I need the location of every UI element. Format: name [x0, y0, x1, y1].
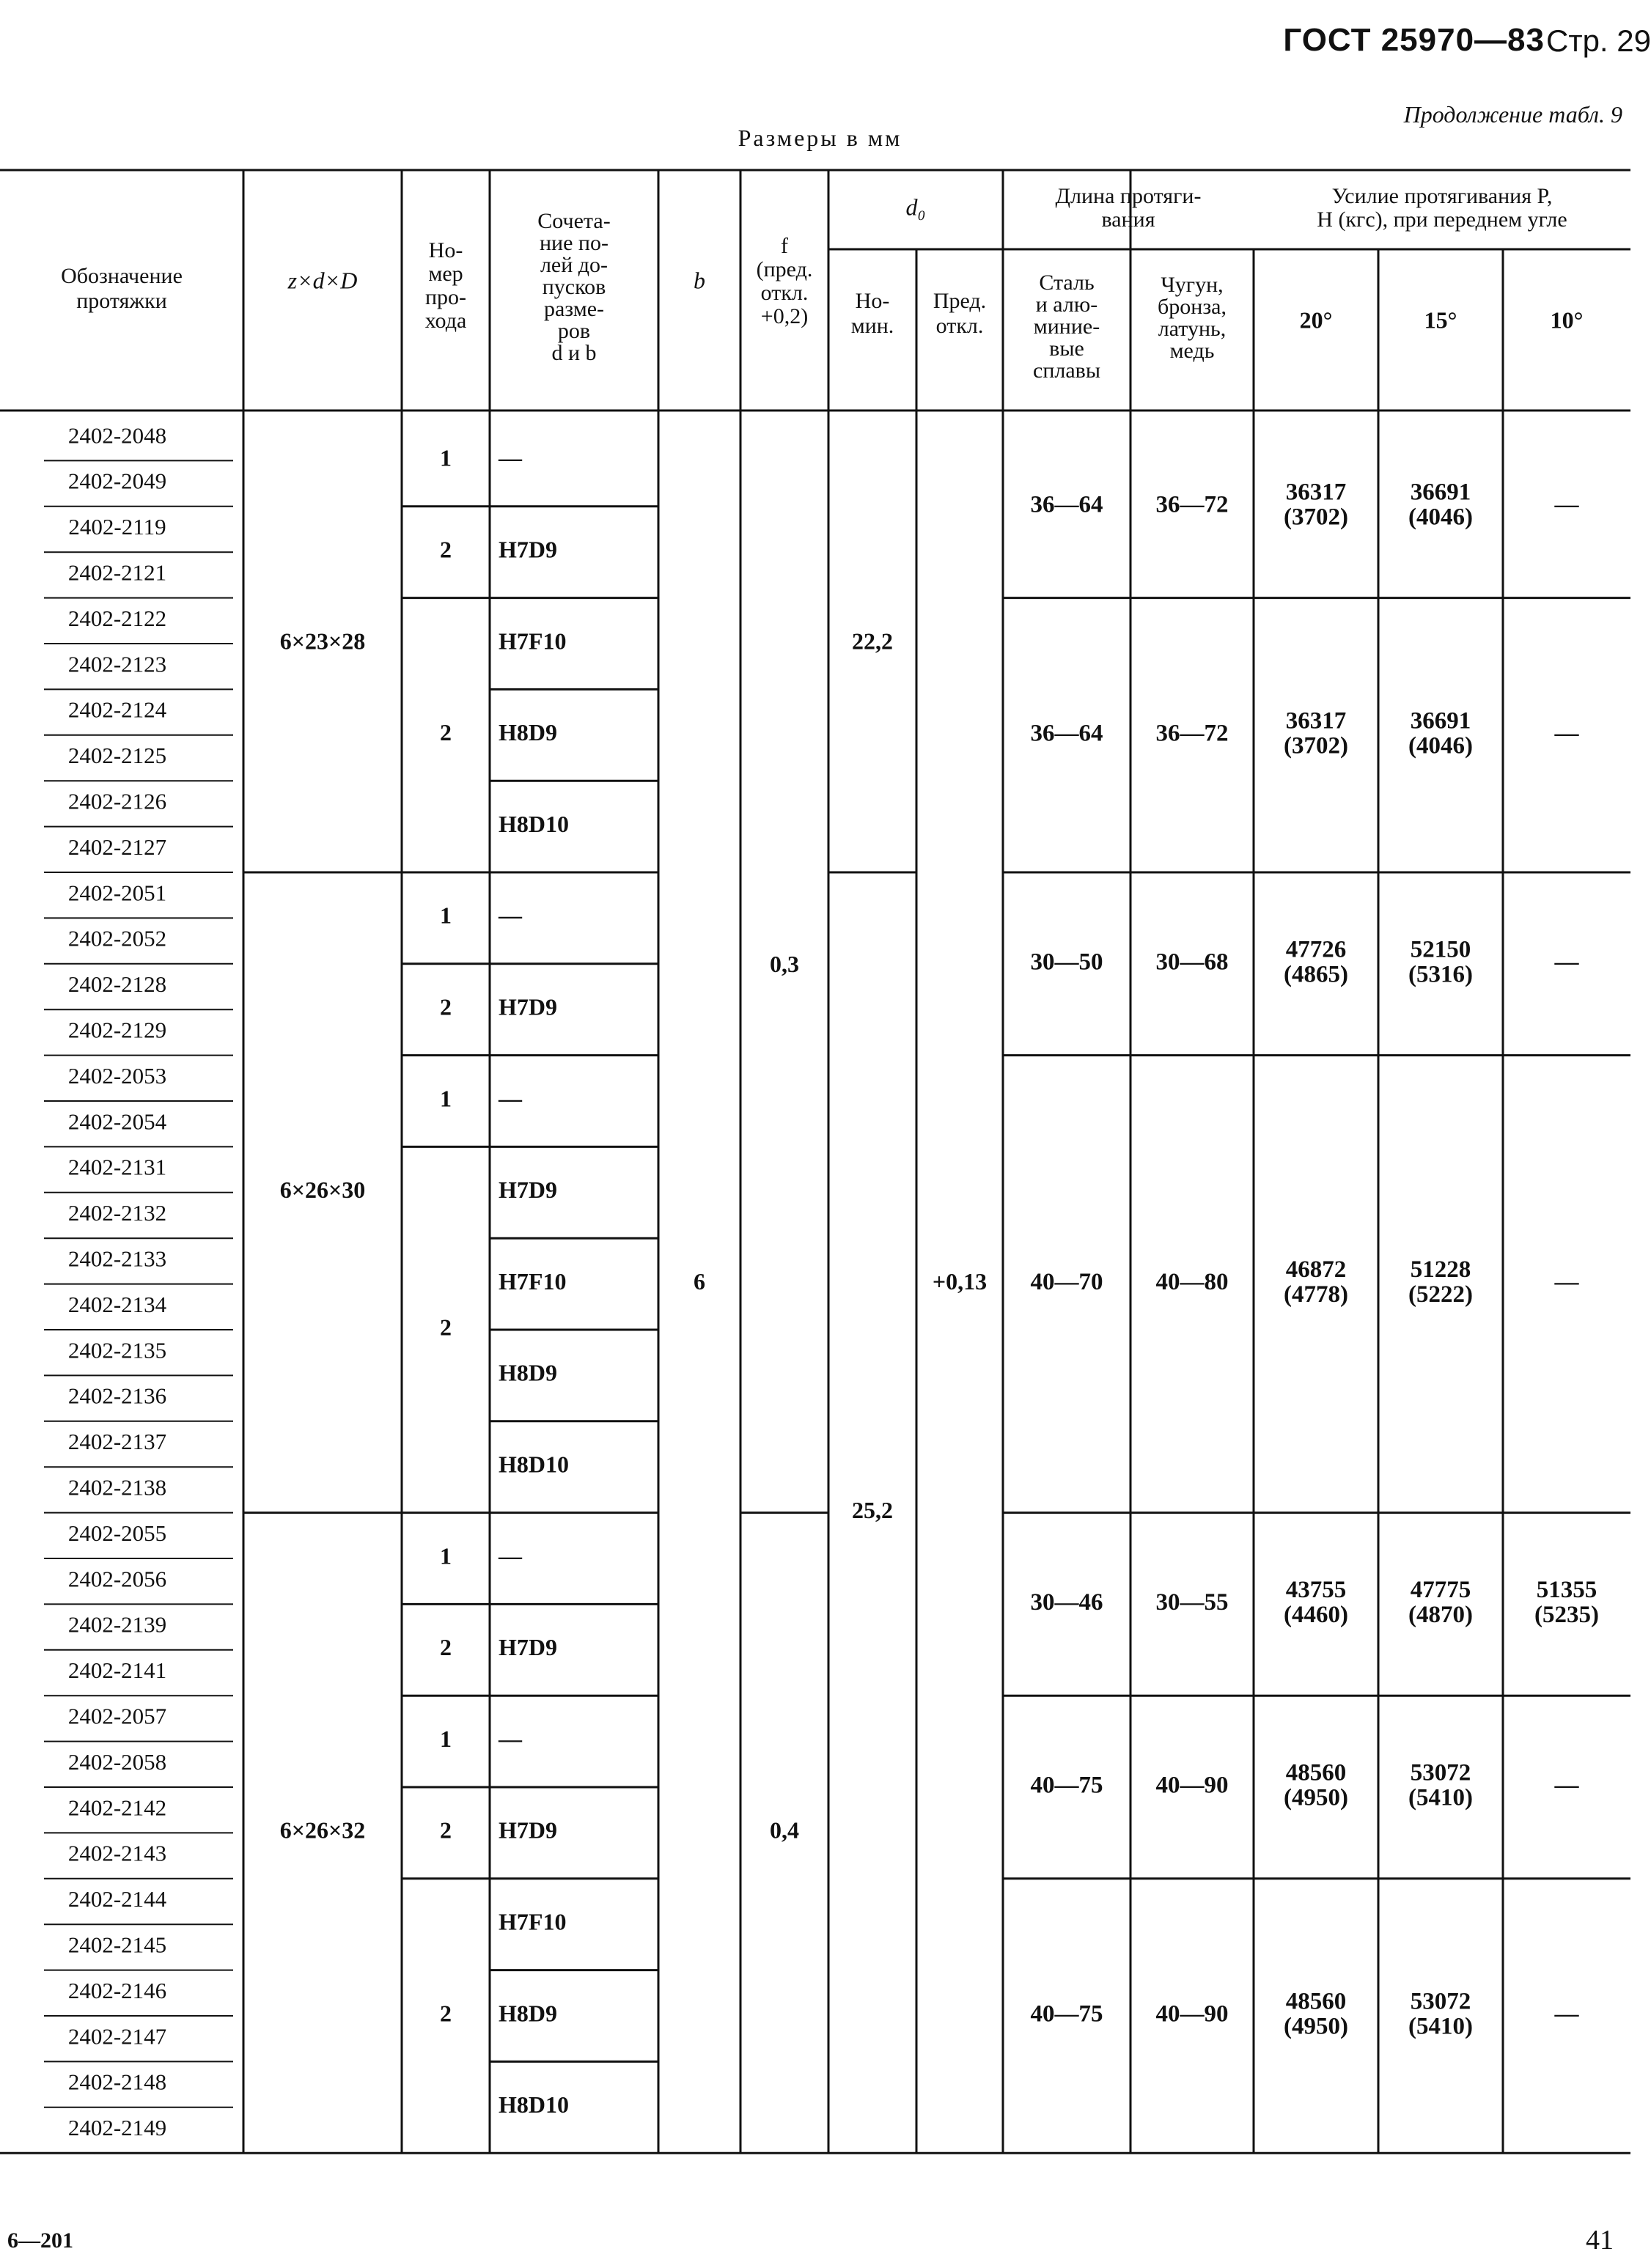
force-20-cell: 48560	[1285, 1759, 1347, 1786]
d0-nominal-cell: 25,2	[852, 1496, 893, 1523]
d0-nominal-cell: 22,2	[852, 627, 893, 655]
tolerance-combo-cell: —	[499, 1725, 522, 1752]
designation-cell: 2402-2057	[67, 1703, 167, 1729]
length-steel-cell: 36—64	[1030, 720, 1103, 747]
tolerance-combo-cell: H7F10	[499, 627, 567, 655]
force-15-cell: (4870)	[1408, 1601, 1473, 1628]
tolerance-combo-cell: H8D9	[499, 1359, 557, 1386]
force-15-cell: 52150	[1410, 936, 1471, 963]
designation-cell: 2402-2122	[67, 605, 167, 631]
header-length-iron: медь	[1169, 338, 1215, 363]
designation-cell: 2402-2134	[67, 1291, 167, 1317]
pass-number-cell: 2	[440, 719, 452, 746]
force-20-cell: 46872	[1285, 1256, 1347, 1284]
document-code: ГОСТ 25970—83	[1283, 22, 1545, 58]
designation-cell: 2402-2052	[67, 925, 167, 951]
header-length-steel: и алю-	[1035, 292, 1098, 317]
designation-cell: 2402-2124	[67, 696, 167, 723]
force-20-cell: 47726	[1285, 936, 1347, 963]
tolerance-combo-cell: H8D9	[499, 2000, 557, 2027]
tolerance-combo-cell: H7D9	[499, 1634, 557, 1661]
force-20-cell: (3702)	[1284, 504, 1348, 531]
force-20-cell: 43755	[1285, 1576, 1347, 1603]
force-20-cell: (4778)	[1284, 1281, 1348, 1308]
tolerance-combo-cell: —	[499, 1085, 522, 1112]
force-15-cell: (4046)	[1408, 732, 1473, 759]
designation-cell: 2402-2056	[67, 1566, 167, 1592]
force-20-cell: (4950)	[1284, 2013, 1348, 2040]
tolerance-combo-cell: H7D9	[499, 993, 557, 1020]
designation-cell: 2402-2119	[68, 514, 166, 540]
table-continuation-note: Продолжение табл. 9	[1403, 101, 1622, 128]
pass-number-cell: 2	[440, 1816, 452, 1844]
pass-number-cell: 2	[440, 2000, 452, 2027]
header-tolerance-combo: разме-	[543, 296, 605, 321]
header-b: b	[694, 267, 705, 294]
force-10-cell: —	[1554, 1772, 1579, 1799]
designation-cell: 2402-2146	[67, 1977, 167, 2003]
print-code: 6—201	[7, 2228, 73, 2253]
header-designation: Обозначение	[61, 263, 183, 288]
force-20-cell: (4460)	[1284, 1601, 1348, 1628]
header-d0-deviation: Пред.	[933, 288, 987, 313]
designation-cell: 2402-2051	[67, 880, 167, 906]
length-steel-cell: 40—75	[1030, 2000, 1103, 2028]
designation-cell: 2402-2126	[67, 788, 167, 814]
force-10-cell: 51355	[1536, 1576, 1597, 1603]
header-d0: d₀	[905, 194, 926, 221]
length-steel-cell: 36—64	[1030, 491, 1103, 518]
header-angle-10: 10°	[1550, 306, 1584, 334]
designation-cell: 2402-2131	[67, 1154, 167, 1180]
header-designation: протяжки	[76, 288, 167, 313]
force-15-cell: 36691	[1410, 707, 1471, 734]
force-10-cell: —	[1554, 491, 1579, 518]
force-15-cell: 36691	[1410, 479, 1471, 506]
force-20-cell: 36317	[1285, 479, 1347, 506]
designation-cell: 2402-2123	[67, 651, 167, 677]
tolerance-combo-cell: H7F10	[499, 1908, 567, 1935]
header-pass-number: про-	[424, 284, 467, 309]
header-angle-20: 20°	[1299, 306, 1333, 334]
header-pass-number: мер	[428, 261, 463, 286]
length-iron-cell: 40—80	[1155, 1269, 1229, 1296]
header-pass-number: хода	[424, 308, 467, 333]
pass-number-cell: 1	[440, 1085, 452, 1112]
force-20-cell: (4865)	[1284, 961, 1348, 988]
designation-cell: 2402-2049	[67, 468, 167, 494]
sheet-number: 41	[1586, 2225, 1614, 2256]
header-length-steel: миние-	[1033, 314, 1100, 339]
length-iron-cell: 40—90	[1155, 1772, 1229, 1799]
designation-cell: 2402-2048	[67, 422, 167, 449]
header-pass-number: Но-	[428, 238, 463, 262]
header-length-steel: сплавы	[1033, 358, 1100, 383]
force-20-cell: 36317	[1285, 707, 1347, 734]
force-10-cell: —	[1554, 949, 1579, 976]
header-tolerance-combo: пусков	[542, 274, 606, 299]
designation-cell: 2402-2139	[67, 1611, 167, 1638]
tolerance-combo-cell: H8D10	[499, 810, 569, 837]
length-steel-cell: 30—50	[1030, 949, 1103, 976]
length-steel-cell: 40—75	[1030, 1772, 1103, 1799]
designation-cell: 2402-2149	[67, 2115, 167, 2141]
length-iron-cell: 30—55	[1155, 1588, 1229, 1616]
force-20-cell: (3702)	[1284, 732, 1348, 759]
header-tolerance-combo: ров	[557, 318, 591, 343]
force-10-cell: —	[1554, 2000, 1579, 2028]
header-length-iron: латунь,	[1158, 316, 1227, 341]
designation-cell: 2402-2143	[67, 1840, 167, 1866]
tolerance-combo-cell: H7D9	[499, 536, 557, 563]
length-iron-cell: 30—68	[1155, 949, 1229, 976]
header-broach-length: Длина протяги-	[1055, 183, 1202, 208]
force-15-cell: 51228	[1410, 1256, 1471, 1284]
force-15-cell: (5410)	[1408, 1784, 1473, 1811]
designation-cell: 2402-2058	[67, 1748, 167, 1775]
length-iron-cell: 40—90	[1155, 2000, 1229, 2028]
header-d0-deviation: откл.	[935, 313, 984, 338]
header-tolerance-combo: d и b	[551, 340, 597, 365]
designation-cell: 2402-2053	[67, 1062, 167, 1089]
page-number: Стр. 29	[1546, 23, 1651, 58]
designation-cell: 2402-2135	[67, 1337, 167, 1363]
force-15-cell: (5222)	[1408, 1281, 1473, 1308]
designation-cell: 2402-2136	[67, 1382, 167, 1409]
pass-number-cell: 1	[440, 444, 452, 471]
zdD-cell: 6×26×30	[279, 1177, 366, 1204]
f-cell: 0,4	[770, 1816, 799, 1844]
force-10-cell: —	[1554, 720, 1579, 747]
tolerance-combo-cell: —	[499, 902, 522, 929]
tolerance-combo-cell: H7F10	[499, 1267, 567, 1295]
zdD-cell: 6×26×32	[279, 1816, 366, 1844]
designation-cell: 2402-2129	[67, 1017, 167, 1043]
designation-cell: 2402-2125	[67, 743, 167, 769]
header-broach-length: вания	[1101, 207, 1155, 232]
header-broaching-force: Н (кгс), при переднем угле	[1317, 207, 1567, 232]
designation-cell: 2402-2145	[67, 1932, 167, 1958]
designation-cell: 2402-2148	[67, 2069, 167, 2095]
designation-cell: 2402-2121	[67, 559, 167, 586]
pass-number-cell: 2	[440, 993, 452, 1020]
header-f: (пред.	[756, 257, 813, 281]
header-d0-nominal: Но-	[855, 288, 890, 313]
force-15-cell: (5410)	[1408, 2013, 1473, 2040]
header-broaching-force: Усилие протягивания P,	[1331, 183, 1553, 208]
pass-number-cell: 2	[440, 1634, 452, 1661]
units-caption: Размеры в мм	[738, 125, 902, 151]
designation-cell: 2402-2141	[67, 1657, 167, 1684]
tolerance-combo-cell: H7D9	[499, 1816, 557, 1844]
pass-number-cell: 2	[440, 536, 452, 563]
f-cell: 0,3	[770, 951, 799, 978]
header-f: откл.	[760, 280, 809, 305]
force-20-cell: 48560	[1285, 1988, 1347, 2015]
designation-cell: 2402-2137	[67, 1429, 167, 1455]
designation-cell: 2402-2054	[67, 1108, 167, 1135]
header-f: +0,2)	[760, 303, 809, 328]
header-length-iron: Чугун,	[1161, 272, 1224, 297]
tolerance-combo-cell: H8D9	[499, 719, 557, 746]
d0-deviation-cell: +0,13	[932, 1267, 988, 1295]
tolerance-combo-cell: H8D10	[499, 1451, 569, 1478]
length-iron-cell: 36—72	[1155, 491, 1229, 518]
designation-cell: 2402-2142	[67, 1794, 167, 1821]
tolerance-combo-cell: H7D9	[499, 1177, 557, 1204]
header-length-steel: Сталь	[1039, 270, 1095, 295]
length-steel-cell: 30—46	[1030, 1588, 1103, 1616]
force-15-cell: 47775	[1410, 1576, 1471, 1603]
designation-cell: 2402-2133	[67, 1245, 167, 1272]
pass-number-cell: 1	[440, 1725, 452, 1752]
tolerance-combo-cell: —	[499, 444, 522, 471]
designation-cell: 2402-2138	[67, 1474, 167, 1501]
force-15-cell: 53072	[1410, 1759, 1471, 1786]
b-cell: 6	[694, 1267, 705, 1295]
zdD-cell: 6×23×28	[279, 627, 366, 655]
designation-cell: 2402-2147	[67, 2023, 167, 2050]
tolerance-combo-cell: H8D10	[499, 2091, 569, 2118]
pass-number-cell: 2	[440, 1314, 452, 1341]
force-15-cell: (4046)	[1408, 504, 1473, 531]
pass-number-cell: 1	[440, 1542, 452, 1569]
header-length-steel: вые	[1049, 336, 1084, 361]
header-tolerance-combo: лей до-	[540, 252, 608, 277]
header-d0-nominal: мин.	[850, 313, 894, 338]
pass-number-cell: 1	[440, 902, 452, 929]
designation-cell: 2402-2132	[67, 1200, 167, 1226]
header-angle-15: 15°	[1424, 306, 1457, 334]
force-15-cell: 53072	[1410, 1988, 1471, 2015]
designation-cell: 2402-2144	[67, 1886, 167, 1912]
designation-cell: 2402-2055	[67, 1520, 167, 1546]
force-20-cell: (4950)	[1284, 1784, 1348, 1811]
header-length-iron: бронза,	[1158, 294, 1227, 319]
header-tolerance-combo: Сочета-	[537, 208, 611, 233]
force-15-cell: (5316)	[1408, 961, 1473, 988]
header-zdD: z×d×D	[287, 267, 358, 294]
length-steel-cell: 40—70	[1030, 1269, 1103, 1296]
header-tolerance-combo: ние по-	[540, 230, 608, 255]
length-iron-cell: 36—72	[1155, 720, 1229, 747]
force-10-cell: —	[1554, 1269, 1579, 1296]
header-f: f	[781, 233, 788, 258]
designation-cell: 2402-2128	[67, 971, 167, 998]
designation-cell: 2402-2127	[67, 833, 167, 860]
tolerance-combo-cell: —	[499, 1542, 522, 1569]
force-10-cell: (5235)	[1534, 1601, 1599, 1628]
